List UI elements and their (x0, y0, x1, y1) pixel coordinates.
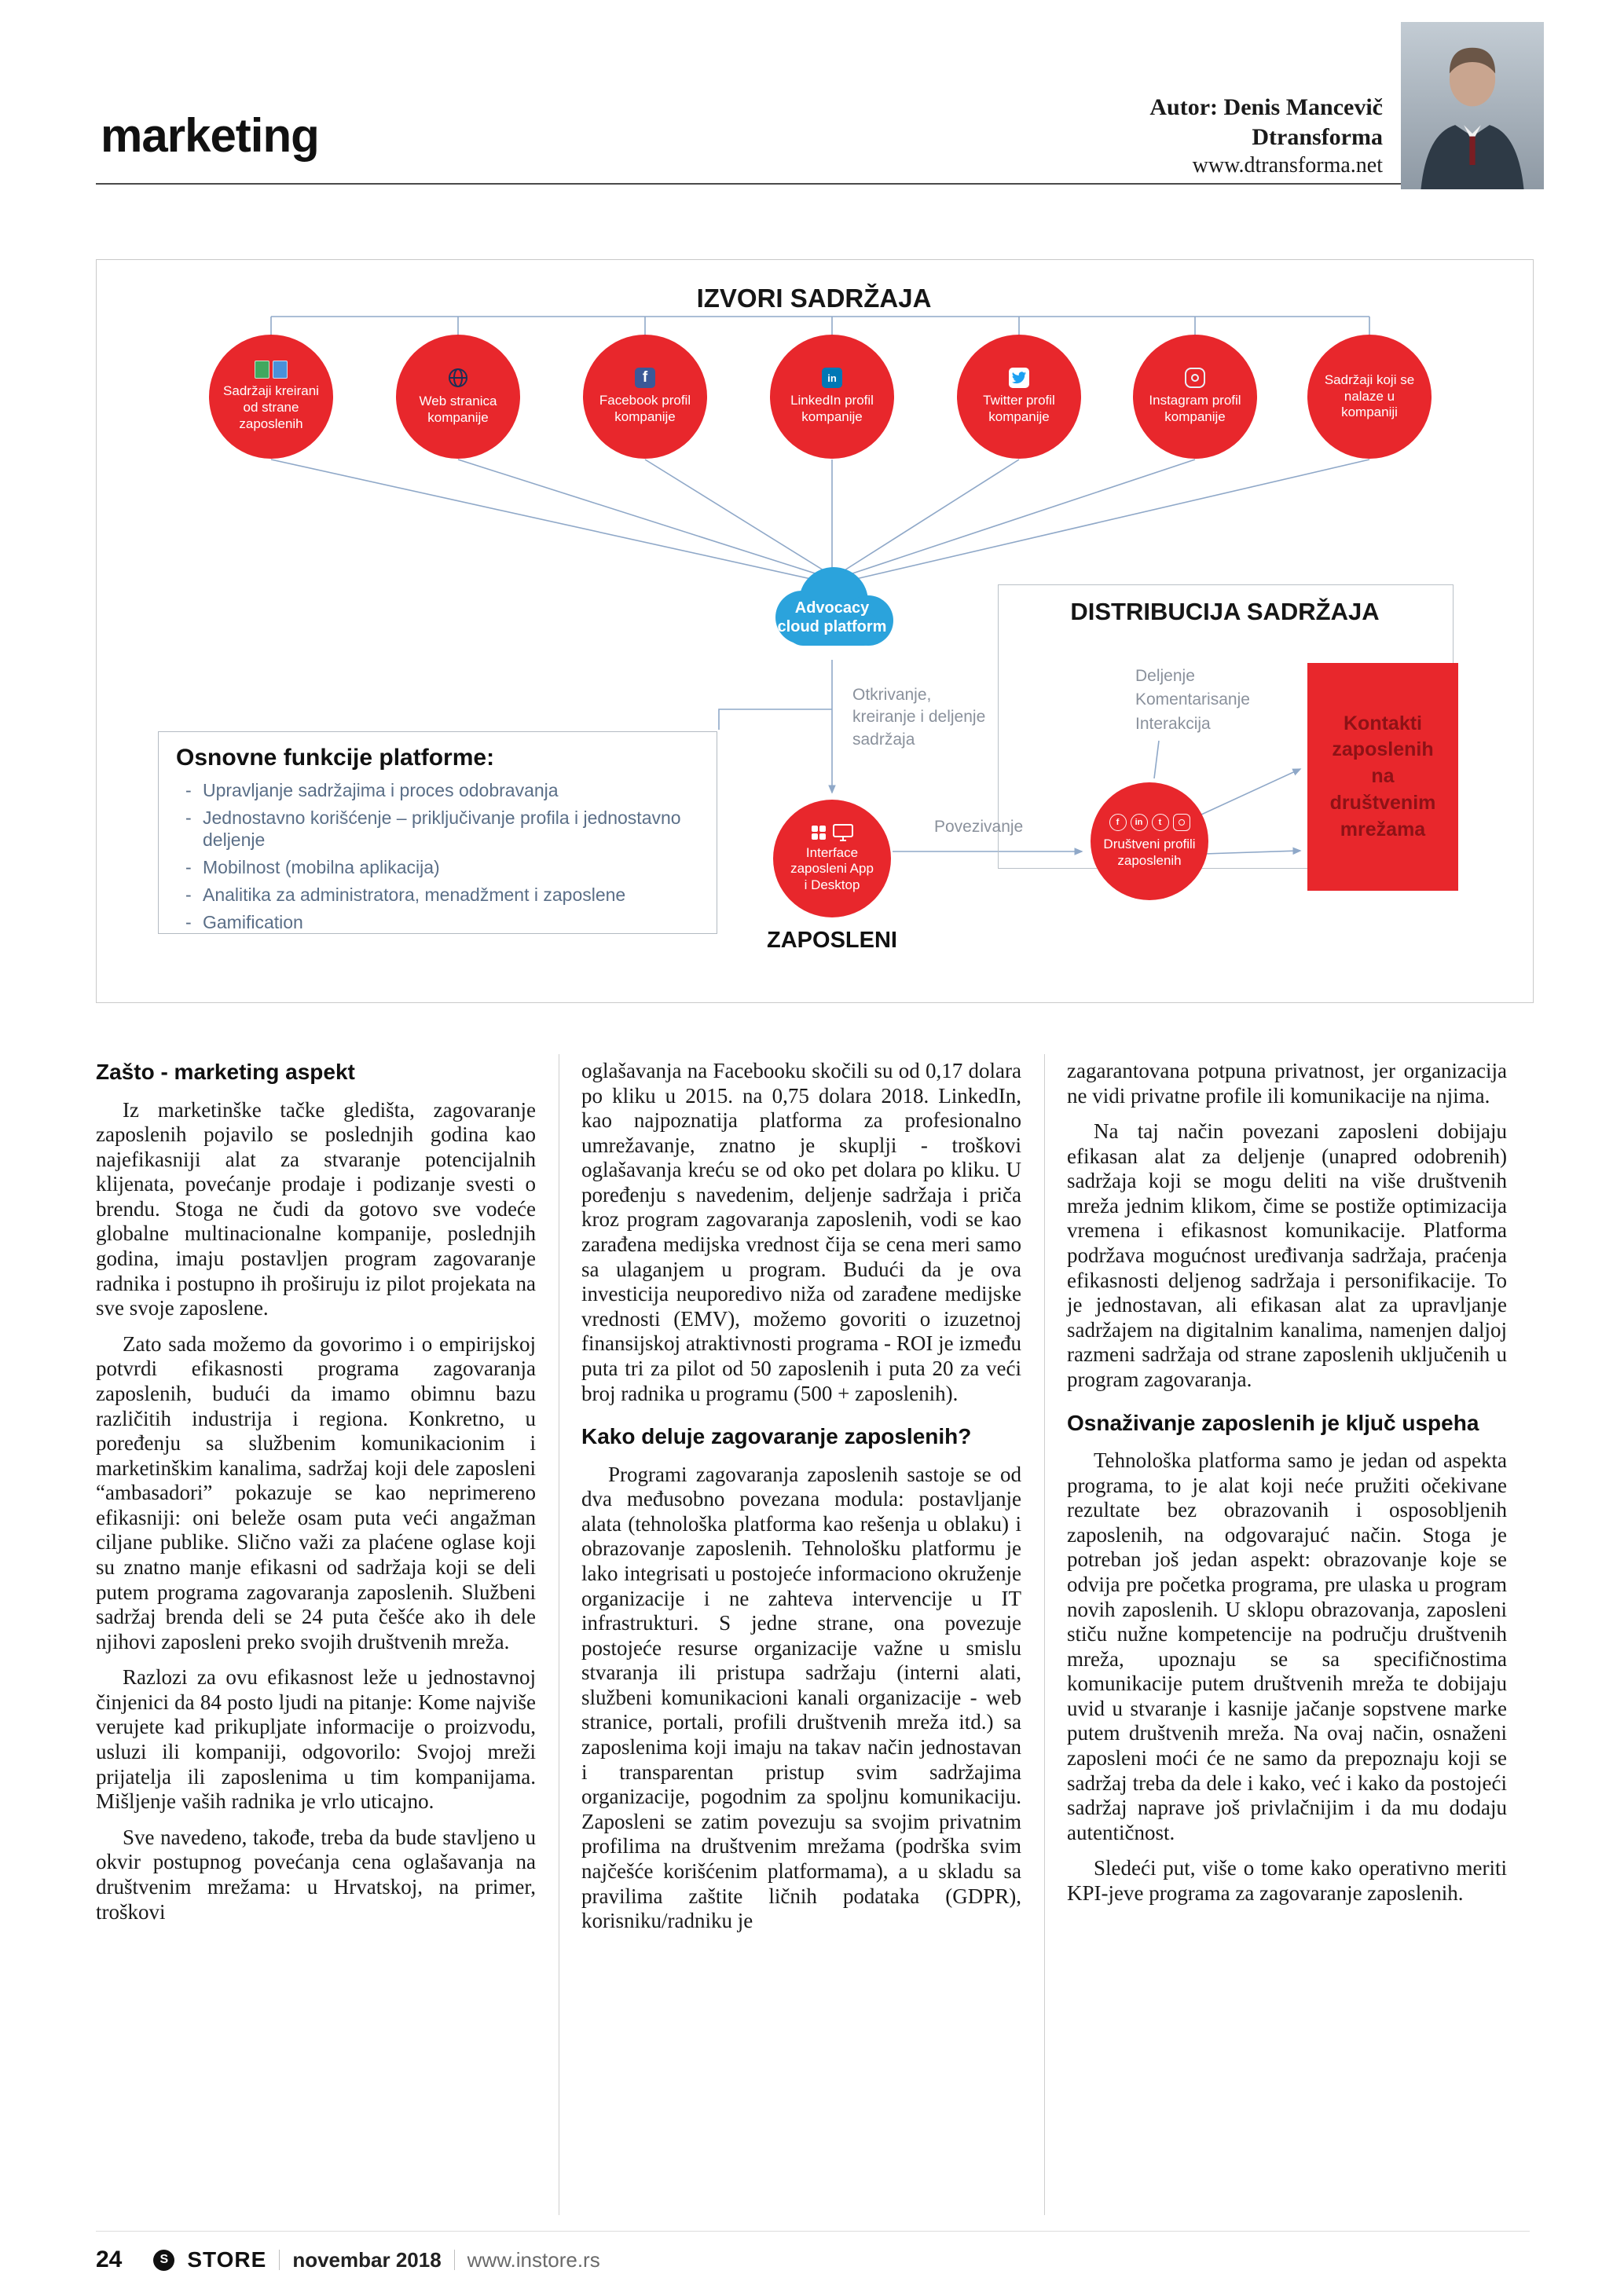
author-name: Autor: Denis Mancevič (1149, 94, 1383, 120)
employees-label: ZAPOSLENI (767, 928, 897, 953)
article-paragraph: Tehnološka platforma samo je jedan od aspekta programa, to je alat koji neće pružiti očekivane rezultate bez obrazovanih i osposobljenih zaposlenih, na odgovarajuć način. Stoga je potreban još jedan aspekt: obrazovanje koje se odvija pre početka programa, pre ulaska u program novih zaposlenih. U sklopu obrazovanja, zaposleni stiču nužne kompetencije na području društvenih mreža, upoznaju se sa specifičnostima komunikacije putem društvenih mreža te dobijaju uvid u stvaranje i kasnije jačanje sopstvene marke putem društvenih mreža. Na ovaj način, osnaženi zaposleni moći će ne samo da prepoznaju koji se sadržaj treba da dele i kako, već i kako da postojeći sadržaj naprave još privlačnijim i da mu dodaju autentičnost. (1067, 1448, 1507, 1844)
linkedin-icon: in (822, 368, 842, 388)
issue-date: novembar 2018 (292, 2247, 442, 2272)
employee-contacts-box: Kontakti zaposlenih na društvenim mrežama (1307, 663, 1458, 891)
advocacy-diagram (96, 259, 1534, 1003)
article-paragraph: Sve navedeno, takođe, treba da bude stavljeno u okvir postupnog povećanja cena oglašavanja na društvenim mrežama: u Hrvatskoj, na primer, troškovi (96, 1825, 536, 1924)
source-circle-twitter: Twitter profil kompanije (957, 335, 1081, 459)
source-circle-company-content: Sadržaji koji se nalaze u kompaniji (1307, 335, 1432, 459)
author-block (1149, 93, 1383, 180)
connect-label: Povezivanje (934, 818, 1024, 836)
discover-share-label: Otkrivanje, kreiranje i deljenje sadržaja (852, 686, 986, 749)
instagram-icon (1185, 368, 1205, 388)
source-circle-website: Web stranica kompanije (396, 335, 520, 459)
desktop-icon (833, 824, 853, 841)
magazine-name: STORE (187, 2247, 267, 2272)
page-footer (96, 2247, 600, 2273)
author-company: Dtransforma (1252, 123, 1383, 150)
platform-functions-box (158, 731, 717, 934)
article-paragraph: Programi zagovaranja zaposlenih sastoje se od dva međusobno povezana modula: postavljanje alata (tehnološka platforma kao rešenja u oblaku) i obrazovanje zaposlenih. Tehnološku platformu je lako integrisati u postojeće informaciono okruženje organizacije i ne zahteva intervencije u IT infrastrukturi. S jedne strane, ona povezuje postojeće resurse organizacije važne u smislu stvaranja ili pristupa sadržaju (interni alati, službeni komunikacioni kanali organizacije - web stranice, portali, profili društvenih mreža itd.) sa zaposlenima koji imaju na takav način jednostavan i transparentan pristup svim sadržajima organizacije, pogodnim za spoljnu komunikaciju. Zaposleni se zatim povezuju sa svojim privatnim profilima na društvenim mrežama (podrška svim najčešće korišćenim platformama), a u skladu sa pravilima zaštite ličnih podataka (GDPR), korisniku/radniku je (581, 1462, 1021, 1933)
page-number: 24 (96, 2247, 123, 2272)
facebook-mini-icon: f (1109, 814, 1127, 831)
source-circle-facebook: f Facebook profil kompanije (583, 335, 707, 459)
app-grid-icon (811, 825, 827, 840)
employee-social-profiles-circle: f in t Društveni profili zaposlenih (1091, 782, 1208, 900)
source-circle-instagram: Instagram profil kompanije (1133, 335, 1257, 459)
article-heading-how-it-works: Kako deluje zagovaranje zaposlenih? (581, 1424, 972, 1449)
function-item: - Gamification (176, 911, 699, 933)
footer-website[interactable]: www.instore.rs (467, 2247, 600, 2272)
header-rule (96, 183, 1530, 185)
footer-separator (279, 2250, 280, 2270)
page-title: marketing (101, 109, 319, 162)
article-column-1 (96, 1059, 536, 1935)
instagram-mini-icon (1173, 814, 1190, 831)
facebook-icon: f (635, 368, 655, 388)
article-paragraph: Sledeći put, više o tome kako operativno meriti KPI-jeve programa za zagovaranje zaposlenih. (1067, 1856, 1507, 1905)
article-column-3 (1067, 1059, 1507, 1917)
article-column-2 (581, 1059, 1021, 1945)
advocacy-cloud (753, 561, 911, 660)
column-divider (1044, 1054, 1045, 2215)
article-paragraph: Na taj način povezani zaposleni dobijaju efikasan alat za deljenje (unapred odobrenih) sadržaja koji se mogu deliti na više društvenih mreža jednim klikom, čime se postiže optimizacija vremena i efikasnost komunikacije. Platforma podržava mogućnost uređivanja sadržaja, praćenja efikasnosti deljenog sadržaja i personifikacije. To je jednostavan, ali efikasan alat za upravljanje sadržajem na digitalnim kanalima, namenjen daljoj razmeni sadržaja od strane zaposlenih uključenih u program zagovaranja. (1067, 1119, 1507, 1391)
author-website[interactable]: www.dtransforma.net (1192, 153, 1383, 178)
article-paragraph: Razlozi za ovu efikasnost leže u jednostavnoj činjenici da 84 posto ljudi na pitanje: Kome najviše verujete kad prikupljate informacije o proizvodu, usluzi ili kompaniji, odgovorilo: Svojoj mreži prijatelja ili zaposlenima u tim kompanijama. Mišljenje vaših radnika je vrlo uticajno. (96, 1665, 536, 1814)
function-item: - Jednostavno korišćenje – priključivanje profila i jednostavno deljenje (176, 807, 699, 851)
cloud-label: Advocacy cloud platform (777, 599, 887, 635)
article-heading-marketing-aspect: Zašto - marketing aspekt (96, 1060, 355, 1084)
functions-title: Osnovne funkcije platforme: (176, 745, 495, 771)
footer-separator (454, 2250, 455, 2270)
sources-title: IZVORI SADRŽAJA (657, 284, 971, 313)
source-circle-employee-content: Sadržaji kreirani od strane zaposlenih (209, 335, 333, 459)
article-paragraph: Iz marketinške tačke gledišta, zagovaranje zaposlenih pojavilo se poslednjih godina kao najefikasniji alat za stvaranje potencijalnih klijenata, povećanje prodaje i podizanje svesti o brendu. Stoga ne čudi da gotovo sve vodeće globalne multinacionalne kompanije, poslednjih godina, imaju postavljen program zagovaranje radnika i postupno ih proširuju iz pilot projekata na sve svoje zaposlene. (96, 1097, 536, 1320)
distribution-actions-label: Deljenje Komentarisanje Interakcija (1135, 667, 1250, 733)
store-logo: S (153, 2250, 174, 2271)
article-paragraph: Zato sada možemo da govorimo i o empirijskoj potvrdi efikasnosti programa zagovaranja zaposlenih, budući da imamo obimnu bazu različitih industrija i regiona. Konkretno, u poređenju sa službenim komunikacionim i marketinškim kanalima, sadržaj koji dele zaposleni “ambasadori” pokazuje se kao neprimereno efikasniji: oni beleže osam puta veći angažman ciljane publike. Slično važi za plaćene oglase koji su znatno manje efikasni od sadržaja koji se deli putem programa zagovaranja zaposlenih. Službeni sadržaj brenda deli se 24 puta češće ako ih dele njihovi zaposleni preko svojih društvenih mreža. (96, 1331, 536, 1653)
article-paragraph: zagarantovana potpuna privatnost, jer organizacija ne vidi privatne profile ili komunikacije na njima. (1067, 1059, 1507, 1108)
globe-icon (447, 367, 469, 389)
article-heading-empowerment: Osnaživanje zaposlenih je ključ uspeha (1067, 1410, 1479, 1435)
function-item: - Analitika za administratora, menadžment i zaposlene (176, 884, 699, 906)
twitter-icon (1009, 368, 1029, 388)
author-photo-silhouette (1401, 22, 1544, 189)
article-paragraph: oglašavanja na Facebooku skočili su od 0,17 dolara po kliku u 2015. na 0,75 dolara 2018. LinkedIn, kao najpoznatija platforma za profesionalno umrežavanje, znatno je skuplji - troškovi oglašavanja kreću se od oko pet dolara po kliku. U poređenju s navedenim, deljenje sadržaja i priča kroz program zagovaranja zaposlenih, vodi se kao zarađena medijska vrednost čija se cena meri samo sa ulaganjem u program. Budući da je ova investicija neuporedivo niža od zarađene medijske vrednosti (EMV), možemo govoriti o izuzetnoj finansijskoj atraktivnosti programa - ROI je između puta tri za pilot od 50 zaposlenih i puta 20 za veći broj radnika u programu (500 + zaposlenih). (581, 1059, 1021, 1405)
author-photo (1401, 22, 1544, 189)
function-item: - Upravljanje sadržajima i proces odobravanja (176, 779, 699, 801)
twitter-mini-icon: t (1152, 814, 1169, 831)
linkedin-mini-icon: in (1131, 814, 1148, 831)
footer-rule (96, 2231, 1530, 2232)
function-item: - Mobilnost (mobilna aplikacija) (176, 856, 699, 878)
documents-icon (255, 361, 288, 379)
distribution-title: DISTRIBUCIJA SADRŽAJA (1070, 598, 1380, 625)
employee-interface-circle: Interface zaposleni App i Desktop (773, 800, 891, 917)
source-circle-linkedin: in LinkedIn profil kompanije (770, 335, 894, 459)
